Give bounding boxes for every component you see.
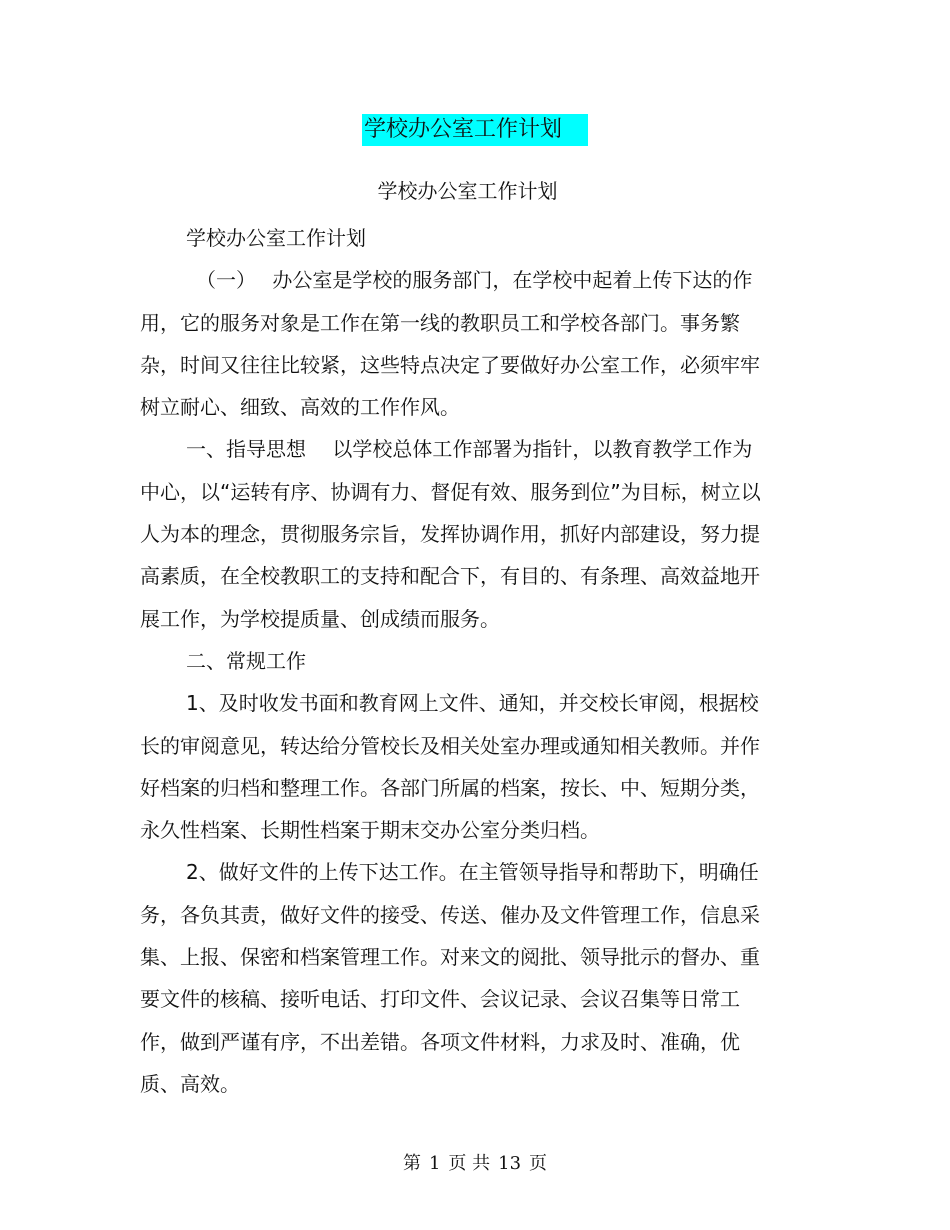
document-title: 学校办公室工作计划 (362, 114, 588, 146)
page-number-current: 1 (428, 1153, 441, 1174)
document-body (140, 217, 770, 1105)
paragraph-routine-heading: 二、常规工作 (186, 648, 306, 673)
page-footer (0, 1150, 950, 1178)
paragraph-intro: （一） 办公室是学校的服务部门，在学校中起着上传下达的作用，它的服务对象是工作在第一线的教职员工和学校各部门。事务繁杂，时间又往往比较紧，这些特点决定了要做好办公室工作，必须牢牢树立耐心、细致、高效的工作作风。 (140, 268, 760, 420)
paragraph-item-2: 2、做好文件的上传下达工作。在主管领导指导和帮助下，明确任务，各负其责，做好文件的接受、传送、催办及文件管理工作，信息采集、上报、保密和档案管理工作。对来文的阅批、领导批示的督办、重要文件的核稿、接听电话、打印文件、会议记录、会议召集等日常工作，做到严谨有序，不出差错。各项文件材料，力求及时、准确，优质、高效。 (140, 860, 760, 1096)
page-label-suffix: 页 (529, 1153, 548, 1174)
page-label-prefix: 第 (402, 1153, 421, 1174)
paragraph-guiding-ideology: 一、指导思想 以学校总体工作部署为指针，以教育教学工作为中心，以“运转有序、协调有力、督促有效、服务到位”为目标，树立以人为本的理念，贯彻服务宗旨，发挥协调作用，抓好内部建设，努力提高素质，在全校教职工的支持和配合下，有目的、有条理、高效益地开展工作，为学校提质量、创成绩而服务。 (140, 437, 761, 631)
paragraph-item-1: 1、及时收发书面和教育网上文件、通知，并交校长审阅，根据校长的审阅意见，转达给分管校长及相关处室办理或通知相关教师。并作好档案的归档和整理工作。各部门所属的档案，按长、中、短期分类，永久性档案、长期性档案于期末交办公室分类归档。 (140, 691, 760, 843)
section-heading: 学校办公室工作计划 (186, 226, 366, 250)
document-subtitle: 学校办公室工作计划 (377, 179, 558, 203)
page-label-mid: 页 共 (448, 1153, 491, 1174)
title-container (0, 114, 950, 146)
page-number-total: 13 (498, 1153, 522, 1174)
